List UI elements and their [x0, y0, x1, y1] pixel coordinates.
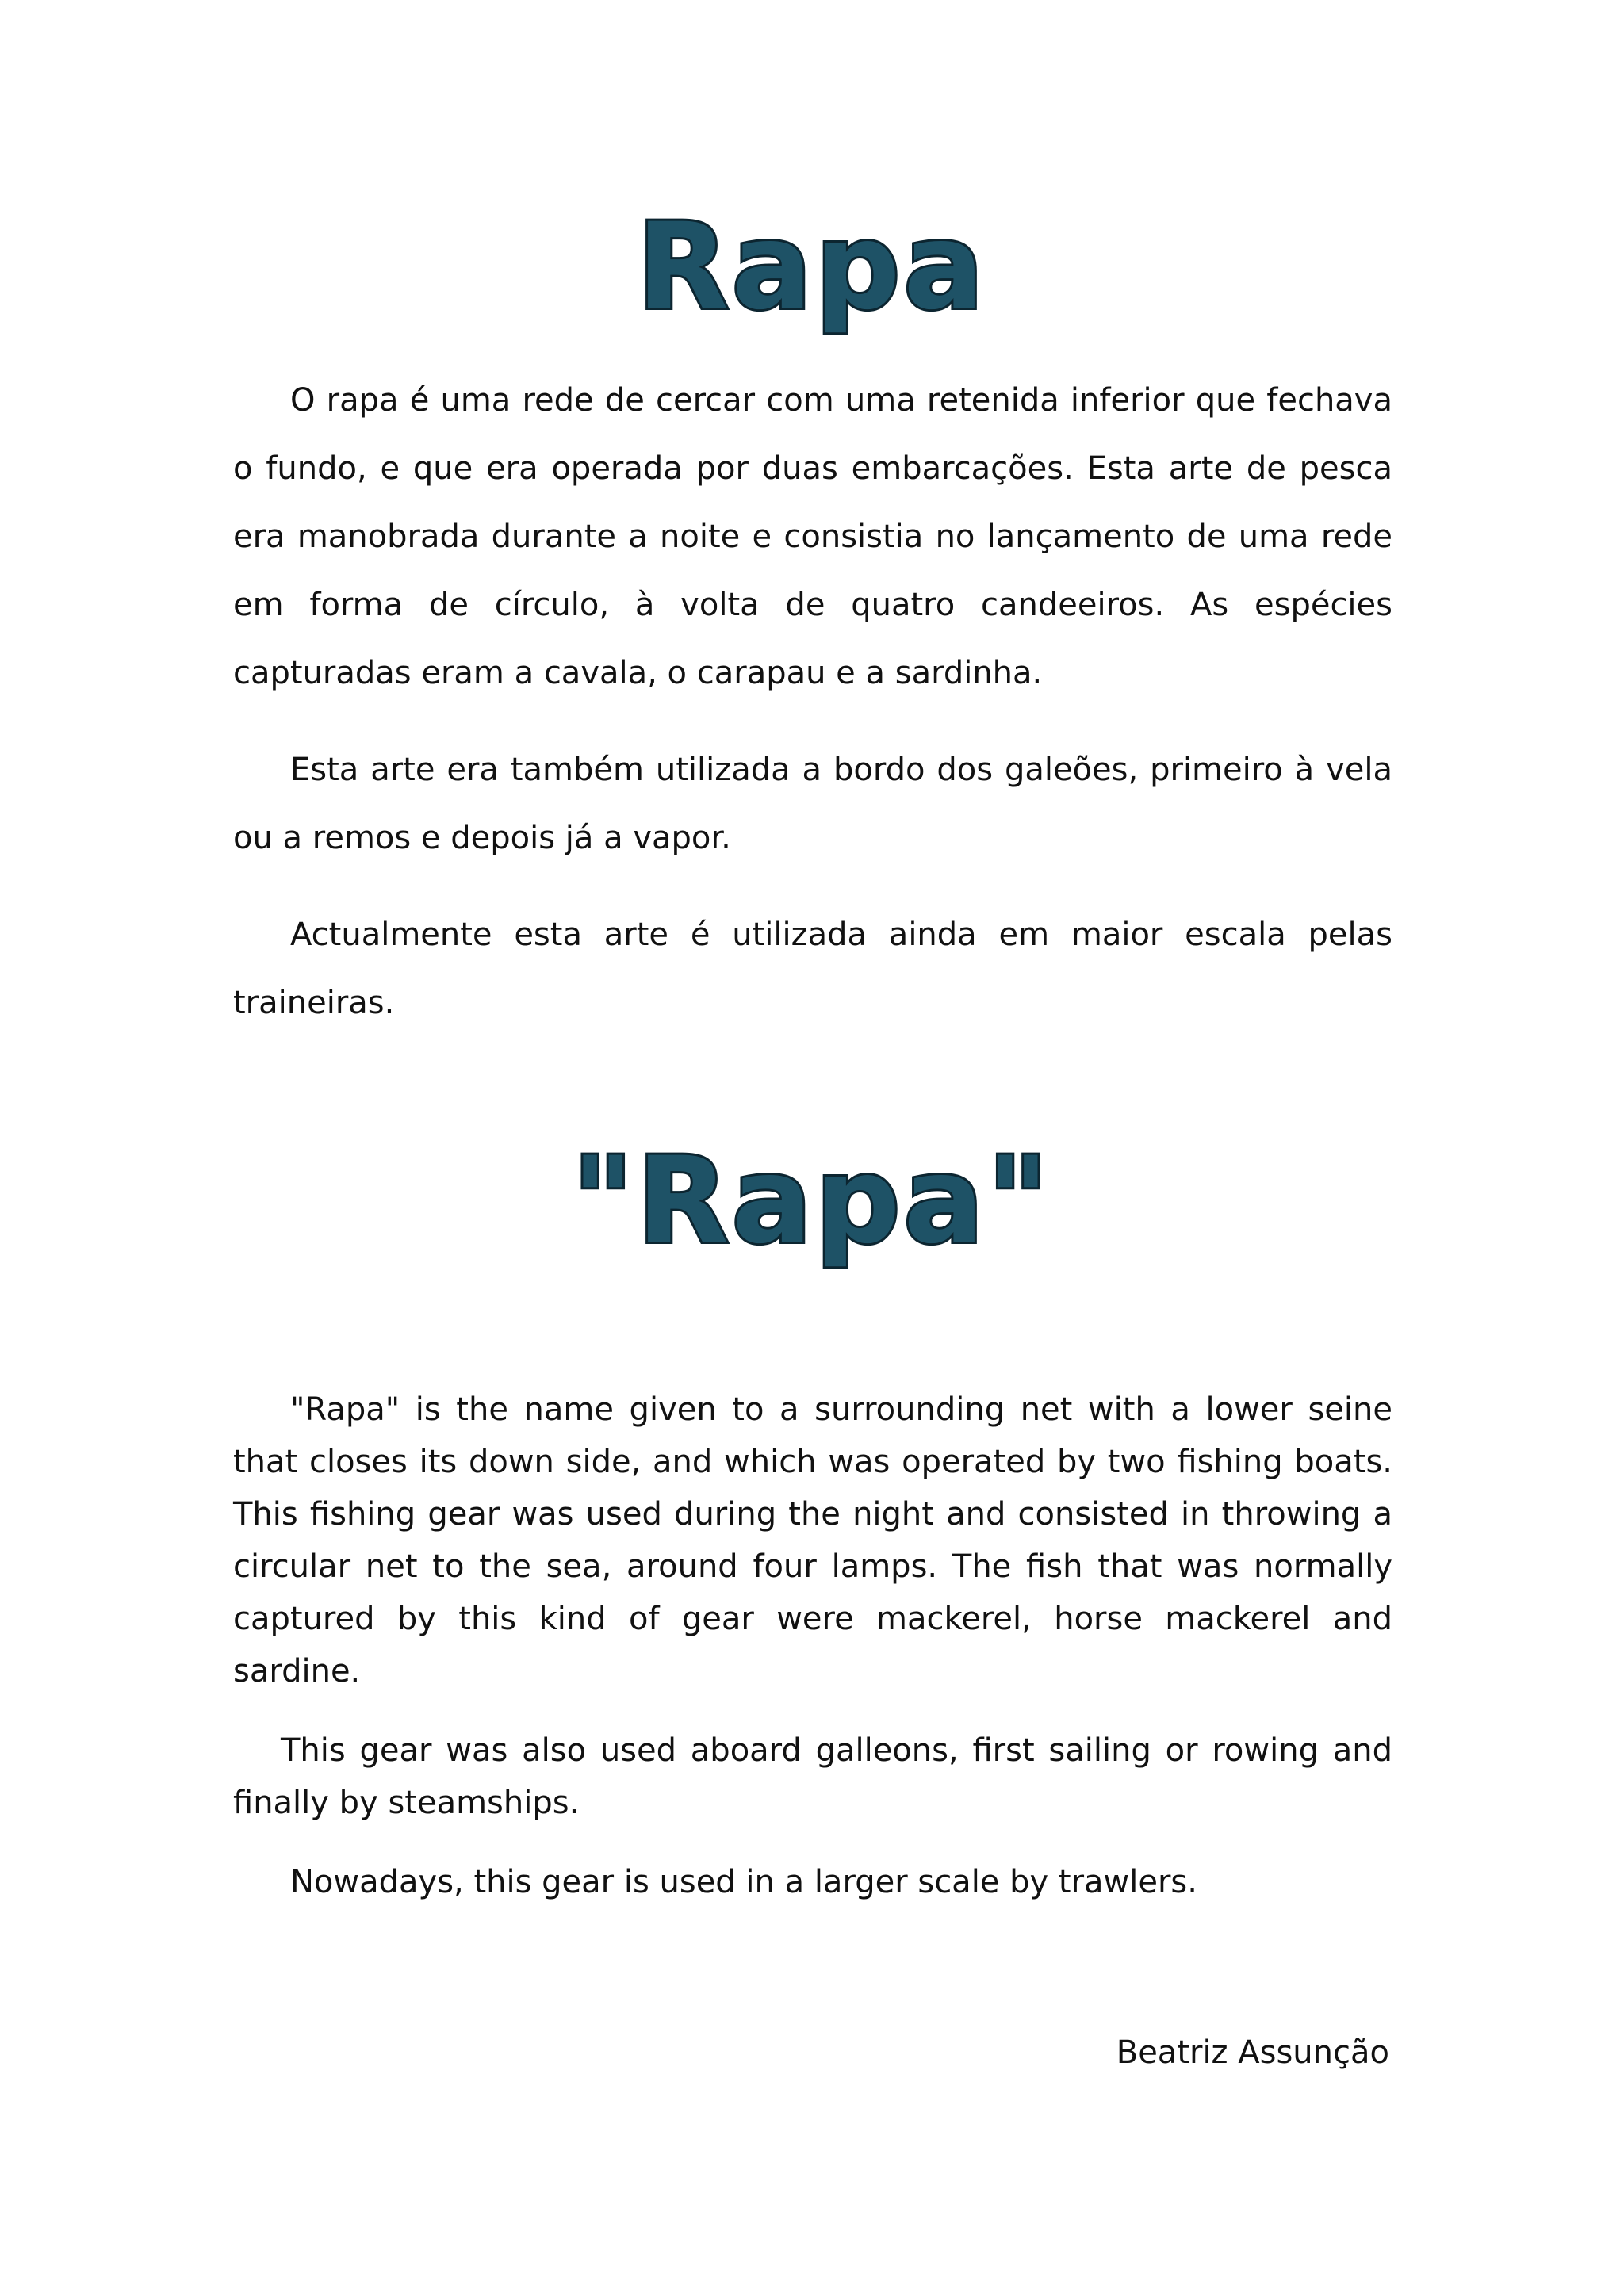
- paragraph-en-3: Nowadays, this gear is used in a larger scale by trawlers.: [290, 1864, 1197, 1900]
- portuguese-text-section: [233, 366, 1392, 1037]
- paragraph-pt-1: O rapa é uma rede de cercar com uma retenida inferior que fechava o fundo, e que era operada por duas embarcações. Esta arte de pesca era manobrada durante a noite e consistia no lançamento de uma rede em forma de círculo, à volta de quatro candeeiros. As espécies capturadas eram a cavala, o carapau e a sardinha.: [233, 382, 1392, 691]
- paragraph-en-2: This gear was also used aboard galleons, first sailing or rowing and finally by steamships.: [233, 1732, 1392, 1821]
- title-portuguese: Rapa: [637, 198, 987, 336]
- title-english: "Rapa": [572, 1132, 1052, 1270]
- author-signature-line: Beatriz Assunção: [1116, 2034, 1389, 2071]
- paragraph-en-1: "Rapa" is the name given to a surrounding net with a lower seine that closes its down side, and which was operated by two fishing boats. This fishing gear was used during the night and consisted in throwing a circular net to the sea, around four lamps. The fish that was normally captured by this kind of gear were mackerel, horse mackerel and sardine.: [233, 1391, 1392, 1689]
- paragraph-pt-2: Esta arte era também utilizada a bordo dos galeões, primeiro à vela ou a remos e depois já a vapor.: [233, 752, 1392, 856]
- paragraph-pt-3: Actualmente esta arte é utilizada ainda em maior escala pelas traineiras.: [233, 916, 1392, 1021]
- english-text-section: [233, 1383, 1392, 1908]
